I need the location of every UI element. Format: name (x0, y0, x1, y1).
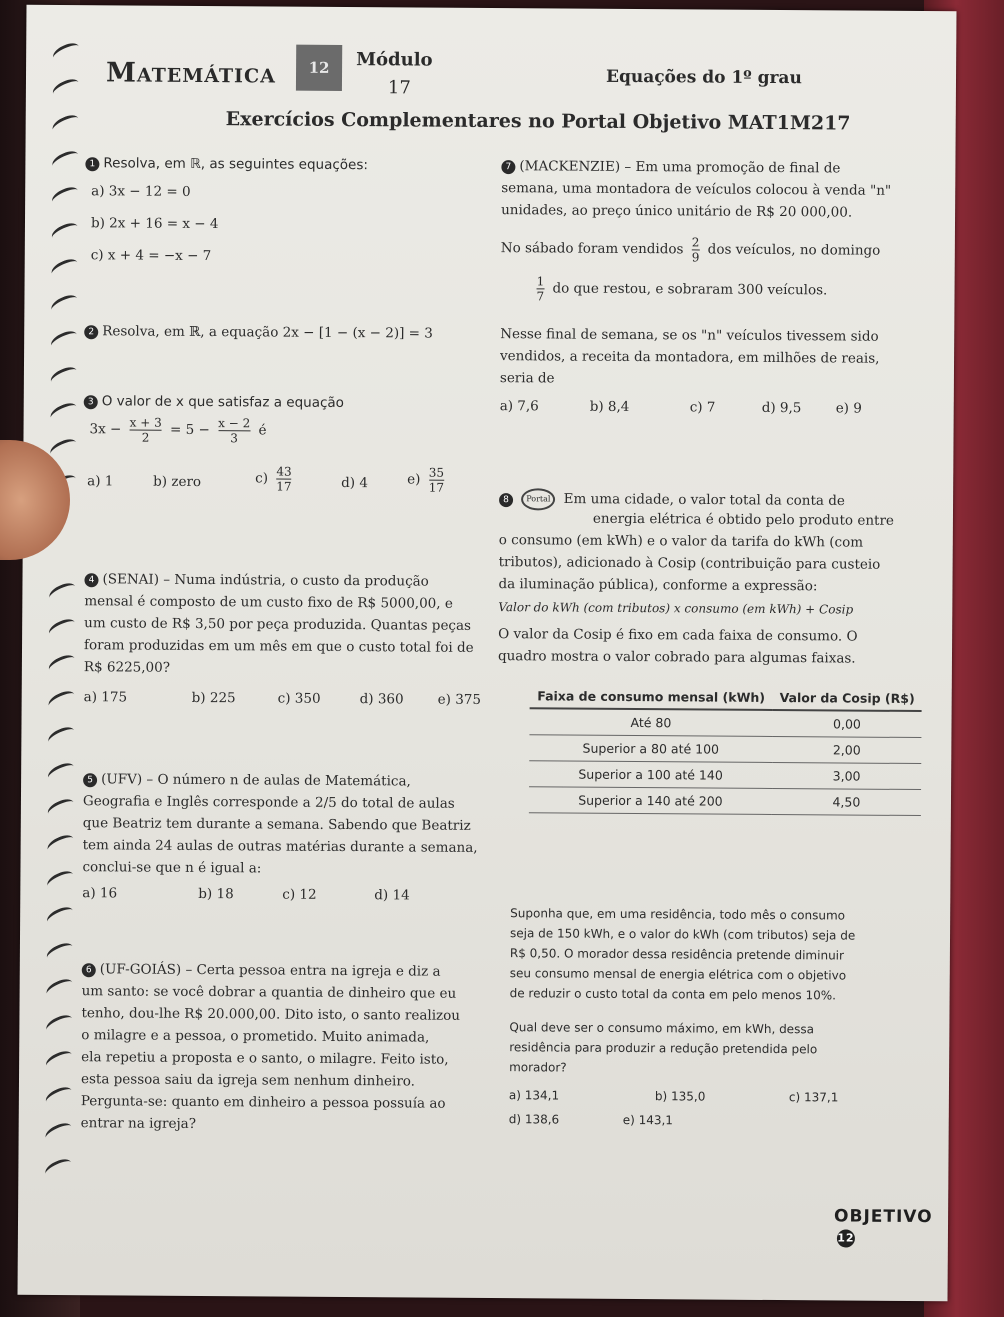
q4-option-b: b) 225 (191, 689, 236, 707)
q6-line-2: um santo: se você dobrar a quantia de dinheiro que eu (81, 983, 457, 1002)
q8-option-b: b) 135,0 (654, 1089, 706, 1104)
q3-option-e: e) $\frac{35}{17}$ (407, 465, 445, 495)
q4-line-4: foram produzidas em um mês em que o custo total foi de (83, 637, 474, 656)
q8-option-a: a) 134,1 (508, 1088, 560, 1103)
q3-option-a: a) 1 (87, 473, 114, 490)
portal-icon: Portal (521, 488, 555, 510)
q5-line-2: Geografia e Inglês corresponde a 2/5 do total de aulas (82, 793, 455, 812)
q4-line-2: mensal é composto de um custo fixo de R$ 5000,00, e (84, 593, 453, 612)
table-row: Superior a 80 até 100 2,00 (529, 734, 921, 763)
q4-line-1: 4 (SENAI) – Numa indústria, o custo da produção (84, 571, 428, 590)
table-header-range: Faixa de consumo mensal (kWh) (530, 684, 773, 710)
cosip-table (529, 684, 922, 815)
q5-line-3: que Beatriz tem durante a semana. Sabendo que Beatriz (82, 815, 471, 834)
worksheet-page (18, 5, 957, 1301)
q4-option-a: a) 175 (83, 689, 128, 706)
q6-line-4: o milagre e a pessoa, o prometido. Muito animada, (81, 1027, 430, 1046)
subject-title: Matemática (105, 57, 276, 90)
q8-line-8: Suponha que, em uma residência, todo mês o consumo (510, 906, 846, 923)
q8-expression: Valor do kWh (com tributos) x consumo (em kWh) + Cosip (498, 600, 854, 617)
q8-option-d: d) 138,6 (508, 1112, 560, 1127)
q4-option-e: e) 375 (437, 691, 482, 708)
q7-option-d: d) 9,5 (761, 399, 802, 417)
q8-line-13: Qual deve ser o consumo máximo, em kWh, dessa (509, 1020, 815, 1037)
q2-prompt: 2 Resolva, em ℝ, a equação 2x − [1 − (x − 2)] = 3 (84, 323, 433, 342)
q3-option-b: b) zero (153, 473, 202, 490)
q8-line-15: morador? (509, 1060, 567, 1075)
objetivo-logo: OBJETIVO12 (834, 1206, 948, 1248)
q5-option-b: b) 18 (198, 885, 234, 903)
q8-line-6: O valor da Cosip é fixo em cada faixa de consumo. O (498, 626, 858, 645)
q5-line-1: 5 (UFV) – O número n de aulas de Matemática, (83, 771, 411, 789)
q3-equation: 3x − $\frac{x + 3}{2}$ = 5 − $\frac{x - 2}{3}$ é (89, 415, 267, 446)
q7-option-b: b) 8,4 (589, 398, 630, 415)
q4-option-d: d) 360 (359, 691, 404, 708)
q8-line-12: de reduzir o custo total da conta em pelo menos 10%. (509, 986, 837, 1003)
module-label: Módulo (356, 49, 433, 71)
q7-option-e: e) 9 (835, 400, 862, 417)
q8-line-11: seu consumo mensal de energia elétrica com o objetivo (509, 966, 847, 983)
q4-line-5: R$ 6225,00? (83, 659, 171, 676)
q5-option-c: c) 12 (282, 886, 317, 903)
q8-line-7: quadro mostra o valor cobrado para algumas faixas. (497, 648, 856, 667)
table-row: Superior a 100 até 140 3,00 (529, 760, 921, 789)
q7-line-1: 7 (MACKENZIE) – Em uma promoção de final de (501, 158, 840, 177)
q6-line-5: ela repetiu a proposta e o santo, o milagre. Feito isto, (81, 1049, 449, 1068)
q7-line-3: unidades, ao preço único unitário de R$ 20 000,00. (501, 202, 853, 221)
q5-line-4: tem ainda 24 aulas de outras matérias durante a semana, (82, 837, 478, 856)
q1-number: 1 (85, 157, 99, 171)
topic-title: Equações do 1º grau (605, 66, 802, 89)
q5-option-d: d) 14 (374, 887, 410, 904)
table-header-value: Valor da Cosip (R$) (773, 686, 922, 711)
q7-option-a: a) 7,6 (499, 398, 539, 415)
q8-line-2: energia elétrica é obtido pelo produto entre (592, 510, 894, 529)
q6-line-3: tenho, dou-lhe R$ 20.000,00. Dito isto, o santo realizou (81, 1005, 461, 1024)
q8-line-14: residência para produzir a redução pretendida pelo (509, 1040, 818, 1057)
q7-line-4: No sábado foram vendidos $\frac{2}{9}$ dos veículos, no domingo (500, 235, 881, 265)
q7-line-5: $\frac{1}{7}$ do que restou, e sobraram 300 veículos. (536, 274, 828, 304)
q8-option-e: e) 143,1 (622, 1112, 674, 1128)
q6-line-1: 6 (UF-GOIÁS) – Certa pessoa entra na igreja e diz a (82, 961, 441, 980)
q3-option-c: c) $\frac{43}{17}$ (255, 464, 292, 494)
page-subtitle: Exercícios Complementares no Portal Objetivo MAT1M217 (225, 108, 851, 135)
q1-prompt: 1 Resolva, em ℝ, as seguintes equações: (85, 155, 368, 173)
q3-option-d: d) 4 (341, 474, 369, 492)
q6-line-7: Pergunta-se: quanto em dinheiro a pessoa possuía ao (80, 1093, 446, 1112)
module-badge: 12 (296, 45, 342, 91)
q8-line-5: da iluminação pública), conforme a expressão: (498, 576, 818, 595)
q8-line-3: o consumo (em kWh) e o valor da tarifa do kWh (com (498, 532, 864, 551)
q4-option-c: c) 350 (277, 690, 321, 707)
q7-option-c: c) 7 (689, 399, 716, 416)
q8-line-1: 8 Portal Em uma cidade, o valor total da conta de (499, 488, 845, 512)
q7-line-7: vendidos, a receita da montadora, em milhões de reais, (500, 348, 880, 367)
q5-line-5: conclui-se que n é igual a: (82, 859, 262, 877)
q8-line-10: R$ 0,50. O morador dessa residência pretende diminuir (509, 946, 845, 963)
module-number: 17 (387, 77, 411, 99)
q5-option-a: a) 16 (82, 885, 118, 902)
q1-item-c: c) x + 4 = −x − 7 (90, 247, 212, 265)
table-row: Superior a 140 até 200 4,50 (529, 786, 921, 815)
q8-line-9: seja de 150 kWh, e o valor do kWh (com tributos) seja de (509, 926, 856, 943)
table-row: Até 80 0,00 (529, 708, 921, 737)
q8-line-4: tributos), adicionado à Cosip (contribuição para custeio (498, 554, 881, 573)
q3-prompt: 3 O valor de x que satisfaz a equação (84, 393, 344, 411)
q6-line-6: esta pessoa saiu da igreja sem nenhum dinheiro. (80, 1071, 416, 1090)
q7-line-6: Nesse final de semana, se os "n" veículos tivessem sido (500, 326, 879, 345)
q7-line-8: seria de (499, 370, 555, 387)
q1-item-b: b) 2x + 16 = x − 4 (90, 215, 219, 233)
q1-item-a: a) 3x − 12 = 0 (91, 183, 191, 200)
q8-option-c: c) 137,1 (788, 1090, 839, 1105)
q4-line-3: um custo de R$ 3,50 por peça produzida. Quantas peças (84, 615, 472, 634)
q6-line-8: entrar na igreja? (80, 1115, 197, 1132)
q7-line-2: semana, uma montadora de veículos colocou à venda "n" (501, 180, 892, 199)
